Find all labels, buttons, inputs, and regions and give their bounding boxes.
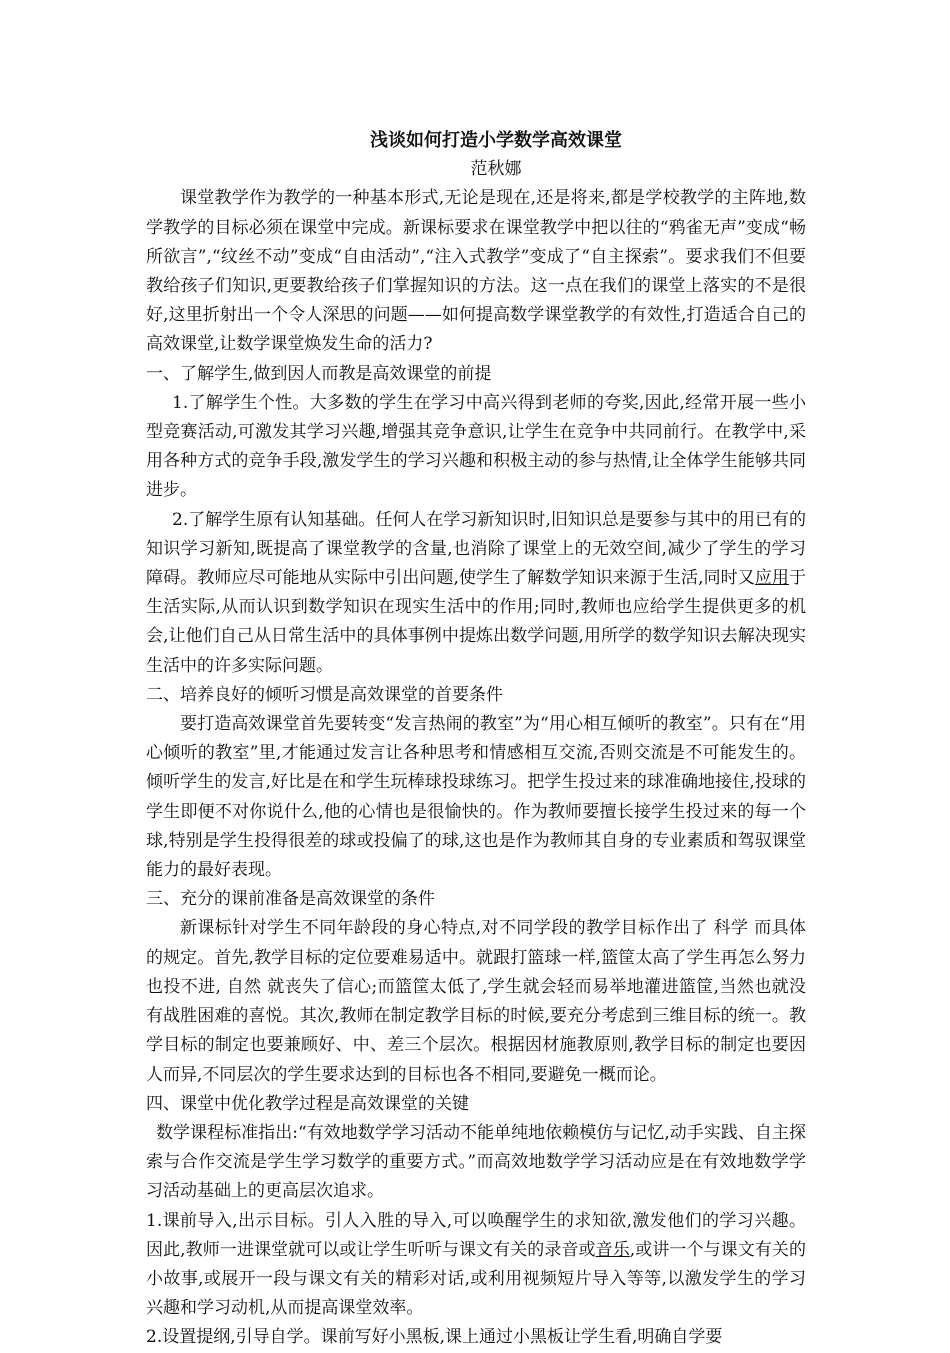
section-4-paragraph-3: 2.设置提纲,引导自学。课前写好小黑板,课上通过小黑板让学生看,明确自学要 xyxy=(146,1327,723,1348)
document-title: 浅谈如何打造小学数学高效课堂 xyxy=(370,130,622,151)
section-1-paragraph-2 xyxy=(146,506,806,681)
section-1-paragraph-1: 1.了解学生个性。大多数的学生在学习中高兴得到老师的夸奖,因此,经常开展一些小型竞赛活动,可激发其学习兴趣,增强其竞争意识,让学生在竞争中共同前行。在教学中,采用各种方式的竞争手段,激发学生的学习兴趣和积极主动的参与热情,让全体学生能够共同进步。 xyxy=(146,392,806,501)
intro-paragraph: 课堂教学作为教学的一种基本形式,无论是现在,还是将来,都是学校教学的主阵地,数学教学的目标必须在课堂中完成。新课标要求在课堂教学中把以往的“鸦雀无声”变成“畅所欲言”,“纹丝不动”变成“自由活动”,“注入式教学”变成了“自主探索”。要求我们不但要教给孩子们知识,更要教给孩子们掌握知识的方法。这一点在我们的课堂上落实的不是很好,这里折射出一个令人深思的问题——如何提高数学课堂教学的有效性,打造适合自己的高效课堂,让数学课堂焕发生命的活力? xyxy=(146,188,806,355)
author-name: 范秋娜 xyxy=(470,159,522,180)
section-1-heading: 一、了解学生,做到因人而教是高效课堂的前提 xyxy=(146,363,492,384)
section-3-paragraph-1: 新课标针对学生不同年龄段的身心特点,对不同学段的教学目标作出了 科学 而具体的规定。首先,教学目标的定位要难易适中。就跟打篮球一样,篮筐太高了学生再怎么努力也投不进, 自然 就丧失了信心;而篮筐太低了,学生就会轻而易举地灌进篮筐,当然也就没有战胜困难的喜悦。其次,教师在制定教学目标的时候,要充分考虑到三维目标的统一。教学目标的制定也要兼顾好、中、差三个层次。根据因材施教原则,教学目标的制定也要因人而异,不同层次的学生要求达到的目标也各不相同,要避免一概而论。 xyxy=(146,918,806,1085)
section-4-paragraph-2 xyxy=(146,1207,806,1324)
document-page xyxy=(146,126,806,1353)
section-2-paragraph-1: 要打造高效课堂首先要转变“发言热闹的教室”为“用心相互倾听的教室”。只有在“用心倾听的教室”里,才能通过发言让各种思考和情感相互交流,否则交流是不可能发生的。倾听学生的发言,好比是在和学生玩棒球投球练习。把学生投过来的球准确地接住,投球的学生即便不对你说什么,他的心情也是很愉快的。作为教师要擅长接学生投过来的每一个球,特别是学生投得很差的球或投偏了的球,这也是作为教师其自身的专业素质和驾驭课堂能力的最好表现。 xyxy=(146,714,806,881)
section-1-paragraph-2-text-a: 2.了解学生原有认知基础。任何人在学习新知识时,旧知识总是要参与其中的用已有的知识学习新知,既提高了课堂教学的含量,也消除了课堂上的无效空间,减少了学生的学习障碍。教师应尽可能地从实际中引出问题,使学生了解数学知识来源于生活,同时又 xyxy=(146,509,806,589)
section-4-paragraph-2-text-a: 1.课前导入,出示目标。引人入胜的导入,可以唤醒学生的求知欲,激发他们的学习兴趣。因此,教师一进课堂就可以或让学生听听与课文有关的录音或 xyxy=(146,1210,806,1260)
section-1-paragraph-2-text-b: 于生活实际,从而认识到数学知识在现实生活中的作用;同时,教师也应给学生提供更多的机会,让他们自己从日常生活中的具体事例中提炼出数学问题,用所学的数学知识去解决现实生活中的许多实际问题。 xyxy=(146,568,807,676)
link-yinyue[interactable]: 音乐 xyxy=(595,1239,630,1260)
section-4-paragraph-2-text-b: ,或讲一个与课文有关的小故事,或展开一段与课文有关的精彩对话,或利用视频短片导入等等,以激发学生的学习兴趣和学习动机,从而提高课堂效率。 xyxy=(146,1239,807,1319)
section-3-heading: 三、充分的课前准备是高效课堂的条件 xyxy=(146,889,435,910)
section-2-heading: 二、培养良好的倾听习惯是高效课堂的首要条件 xyxy=(146,684,503,705)
section-4-paragraph-1: 数学课程标准指出:“有效地数学学习活动不能单纯地依赖模仿与记忆,动手实践、自主探索与合作交流是学生学习数学的重要方式。”而高效地数学学习活动应是在有效地数学学习活动基础上的更高层次追求。 xyxy=(146,1122,806,1202)
link-yingyong[interactable]: 应用 xyxy=(754,568,790,589)
section-4-heading: 四、课堂中优化教学过程是高效课堂的关键 xyxy=(146,1093,469,1114)
